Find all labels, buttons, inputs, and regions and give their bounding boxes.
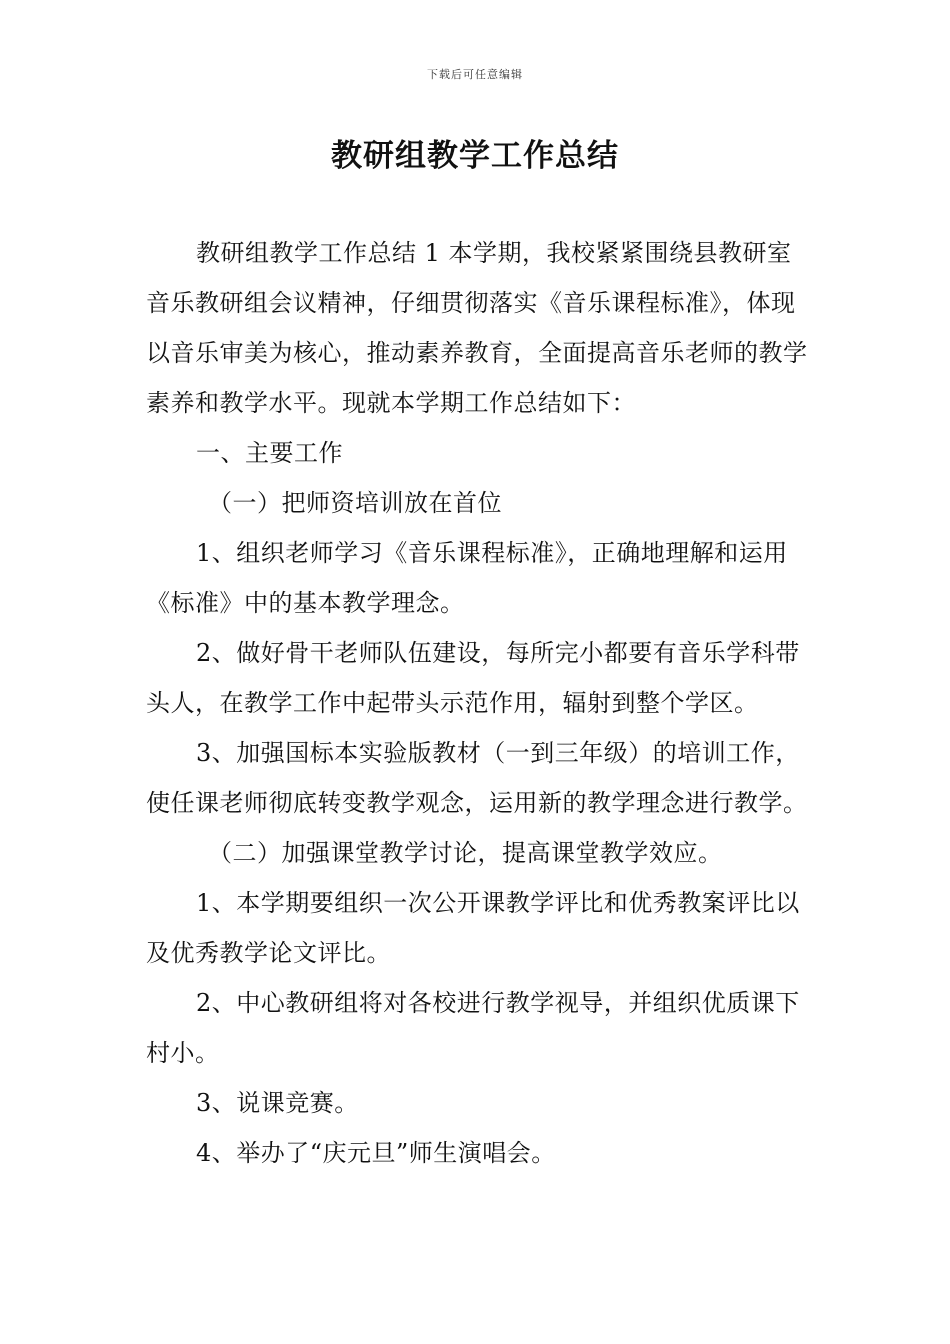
- list-item: 2、中心教研组将对各校进行教学视导，并组织优质课下村小。: [146, 989, 800, 1067]
- list-item: 2、做好骨干老师队伍建设，每所完小都要有音乐学科带头人，在教学工作中起带头示范作用，辐射到整个学区。: [146, 639, 800, 717]
- header-note: 下载后可任意编辑: [427, 68, 523, 81]
- list-item: 3、说课竞赛。: [196, 1089, 359, 1117]
- subsection-heading-teacher-training: （一）把师资培训放在首位: [208, 489, 502, 517]
- section-heading-main-work: 一、主要工作: [196, 439, 343, 467]
- document-body: [146, 228, 814, 1178]
- list-item: 1、组织老师学习《音乐课程标准》，正确地理解和运用《标准》中的基本教学理念。: [146, 539, 788, 617]
- intro-paragraph: 教研组教学工作总结 1 本学期，我校紧紧围绕县教研室音乐教研组会议精神，仔细贯彻落实《音乐课程标准》，体现以音乐审美为核心，推动素养教育，全面提高音乐老师的教学素养和教学水平。现就本学期工作总结如下：: [146, 239, 808, 417]
- list-item: 3、加强国标本实验版教材（一到三年级）的培训工作，使任课老师彻底转变教学观念，运用新的教学理念进行教学。: [146, 739, 808, 817]
- document-title: 教研组教学工作总结: [331, 138, 619, 174]
- list-item: 4、举办了“庆元旦”师生演唱会。: [196, 1139, 556, 1167]
- subsection-heading-classroom-teaching: （二）加强课堂教学讨论，提高课堂教学效应。: [208, 839, 723, 867]
- list-item: 1、本学期要组织一次公开课教学评比和优秀教案评比以及优秀教学论文评比。: [146, 889, 800, 967]
